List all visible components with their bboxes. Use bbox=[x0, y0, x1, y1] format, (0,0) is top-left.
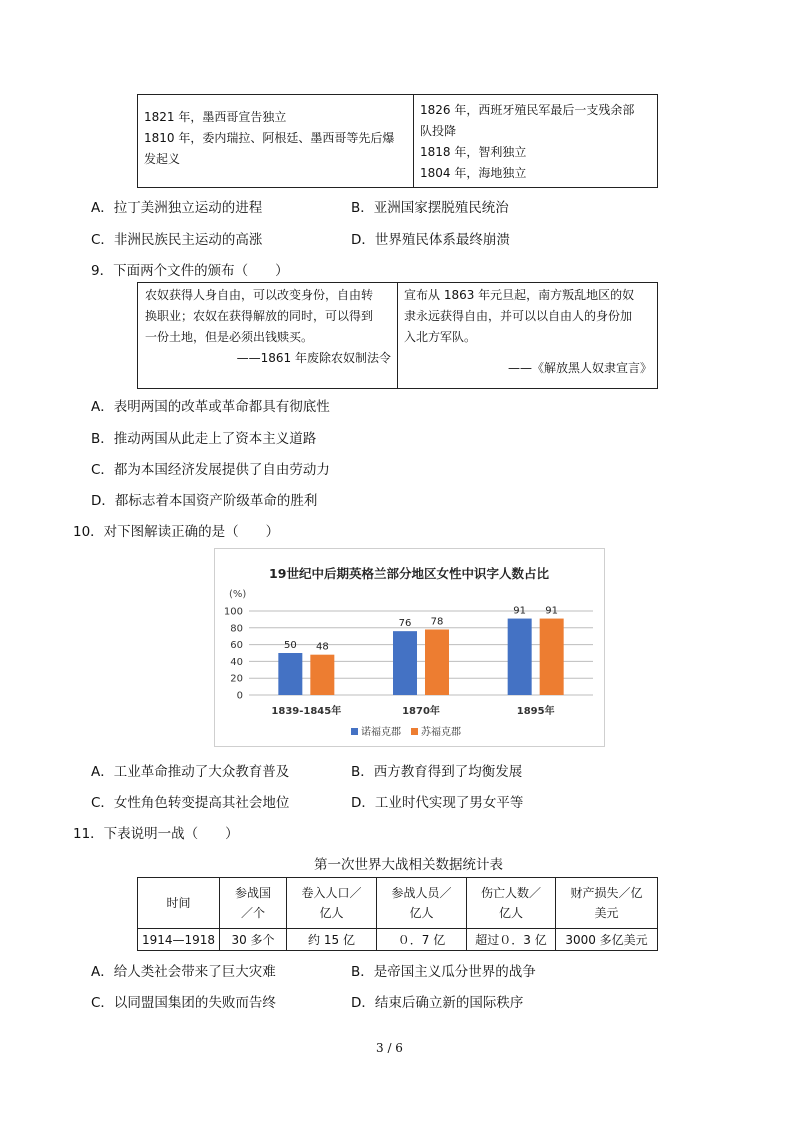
q8-right-line: 队投降 bbox=[420, 124, 457, 138]
q11-header-line: 参战国 bbox=[234, 886, 271, 900]
q11-cell-population: 约 15 亿 bbox=[308, 933, 355, 947]
chart-bar bbox=[425, 629, 449, 695]
q8-left-cell bbox=[138, 103, 413, 174]
q11-header-line: 美元 bbox=[594, 906, 619, 920]
q9-right-line: 隶永远获得自由，并可以以自由人的身份加 bbox=[404, 309, 633, 323]
q9-option-a[interactable]: A．表明两国的改革或革命都具有彻底性 bbox=[91, 399, 330, 415]
literacy-chart bbox=[214, 548, 605, 747]
q9-left-cell bbox=[139, 281, 397, 373]
chart-data-label: 50 bbox=[283, 640, 297, 651]
q11-cell-countries: 30 多个 bbox=[231, 933, 275, 947]
q11-header-line: 参战人员／ bbox=[391, 886, 452, 900]
q9-option-c[interactable]: C．都为本国经济发展提供了自由劳动力 bbox=[91, 462, 330, 478]
chart-legend-swatch bbox=[351, 728, 358, 735]
chart-data-label: 91 bbox=[545, 605, 559, 617]
chart-legend-label: 诺福克郡 bbox=[361, 727, 401, 738]
q9-left-source: ——1861 年废除农奴制法令 bbox=[236, 351, 391, 365]
q8-option-a[interactable]: A．拉丁美洲独立运动的进程 bbox=[91, 200, 263, 216]
q9-option-d[interactable]: D．都标志着本国资产阶级革命的胜利 bbox=[91, 493, 318, 509]
chart-x-tick-label: 1870年 bbox=[402, 706, 440, 717]
q8-right-line: 1826 年，西班牙殖民军最后一支残余部 bbox=[420, 103, 635, 117]
q11-header-losses bbox=[556, 878, 657, 928]
q11-stem: 11．下表说明一战（ ） bbox=[73, 826, 239, 842]
q11-header-soldiers bbox=[377, 878, 466, 928]
q11-cell-soldiers: ０．7 亿 bbox=[397, 933, 446, 947]
chart-y-tick-label: 0 bbox=[236, 690, 243, 702]
q8-option-b[interactable]: B．亚洲国家摆脱殖民统治 bbox=[351, 200, 509, 216]
q9-left-line: 一份土地，但是必须出钱赎买。 bbox=[145, 330, 314, 344]
q10-option-b[interactable]: B．西方教育得到了均衡发展 bbox=[351, 764, 523, 780]
chart-bar bbox=[508, 619, 532, 695]
q11-option-c[interactable]: C．以同盟国集团的失败而告终 bbox=[91, 995, 276, 1011]
q10-option-d[interactable]: D．工业时代实现了男女平等 bbox=[351, 795, 524, 811]
q11-header-line: 亿人 bbox=[498, 906, 523, 920]
q11-cell-time: 1914—1918 bbox=[141, 933, 216, 947]
chart-y-tick-label: 60 bbox=[230, 640, 243, 652]
chart-data-label: 78 bbox=[430, 616, 444, 628]
chart-data-label: 76 bbox=[398, 618, 412, 630]
chart-bar bbox=[393, 631, 417, 695]
q11-option-d[interactable]: D．结束后确立新的国际秩序 bbox=[351, 995, 524, 1011]
chart-y-tick-label: 100 bbox=[223, 606, 243, 618]
chart-bar bbox=[310, 655, 334, 695]
chart-y-tick-label: 40 bbox=[230, 656, 243, 668]
q9-stem: 9．下面两个文件的颁布（ ） bbox=[91, 263, 289, 279]
q11-header-line: 卷入人口／ bbox=[301, 886, 362, 900]
q8-right-line: 1804 年，海地独立 bbox=[420, 166, 527, 180]
chart-legend-swatch bbox=[411, 728, 418, 735]
q11-header-population bbox=[287, 878, 376, 928]
q11-header-time bbox=[138, 878, 219, 928]
q8-left-line: 1810 年，委内瑞拉、阿根廷、墨西哥等先后爆 bbox=[144, 131, 395, 145]
literacy-chart-svg bbox=[215, 549, 604, 746]
q9-right-line: 宣布从 1863 年元旦起，南方叛乱地区的奴 bbox=[404, 288, 635, 302]
q11-header-line: 财产损失／亿 bbox=[570, 886, 643, 900]
q9-right-line: 入北方军队。 bbox=[404, 330, 477, 344]
q8-left-line: 发起义 bbox=[144, 152, 181, 166]
q11-header-line: ／个 bbox=[240, 906, 265, 920]
q11-header-line: 亿人 bbox=[319, 906, 344, 920]
q10-option-c[interactable]: C．女性角色转变提高其社会地位 bbox=[91, 795, 290, 811]
q9-left-line: 农奴获得人身自由，可以改变身份，自由转 bbox=[145, 288, 374, 302]
chart-bar bbox=[540, 619, 564, 695]
chart-bar bbox=[278, 653, 302, 695]
q8-option-d[interactable]: D．世界殖民体系最终崩溃 bbox=[351, 232, 510, 248]
chart-x-tick-label: 1895年 bbox=[516, 706, 555, 717]
page-number: 3 / 6 bbox=[376, 1041, 403, 1055]
q11-header-countries bbox=[220, 878, 286, 928]
q11-header-line: 伤亡人数／ bbox=[480, 886, 541, 900]
chart-data-label: 91 bbox=[513, 605, 527, 617]
q9-right-source: ——《解放黑人奴隶宣言》 bbox=[507, 361, 652, 375]
q11-header-line: 时间 bbox=[166, 896, 191, 910]
chart-title: 19世纪中后期英格兰部分地区女性中识字人数占比 bbox=[269, 566, 549, 581]
q11-table-title: 第一次世界大战相关数据统计表 bbox=[314, 857, 503, 873]
chart-legend-label: 苏福克郡 bbox=[421, 727, 461, 738]
q11-header-line: 亿人 bbox=[409, 906, 434, 920]
q11-option-a[interactable]: A．给人类社会带来了巨大灾难 bbox=[91, 964, 276, 980]
q10-stem: 10．对下图解读正确的是（ ） bbox=[73, 524, 280, 540]
q8-left-line: 1821 年，墨西哥宣告独立 bbox=[144, 110, 287, 124]
q11-cell-casualties: 超过０．3 亿 bbox=[475, 933, 547, 947]
q11-header-casualties bbox=[467, 878, 555, 928]
q11-cell-losses: 3000 多亿美元 bbox=[565, 933, 648, 947]
q8-right-line: 1818 年，智利独立 bbox=[420, 145, 527, 159]
q9-option-b[interactable]: B．推动两国从此走上了资本主义道路 bbox=[91, 431, 317, 447]
chart-y-tick-label: 20 bbox=[230, 673, 243, 685]
q8-right-cell bbox=[414, 96, 657, 188]
q10-option-a[interactable]: A．工业革命推动了大众教育普及 bbox=[91, 764, 290, 780]
q11-option-b[interactable]: B．是帝国主义瓜分世界的战争 bbox=[351, 964, 536, 980]
chart-data-label: 48 bbox=[315, 641, 329, 653]
q8-option-c[interactable]: C．非洲民族民主运动的高涨 bbox=[91, 232, 263, 248]
q9-left-line: 换职业；农奴在获得解放的同时，可以得到 bbox=[145, 309, 374, 323]
q9-right-cell bbox=[398, 281, 658, 383]
chart-y-axis-label: (%) bbox=[229, 589, 247, 600]
chart-y-tick-label: 80 bbox=[230, 623, 243, 635]
chart-x-tick-label: 1839-1845年 bbox=[271, 706, 342, 717]
